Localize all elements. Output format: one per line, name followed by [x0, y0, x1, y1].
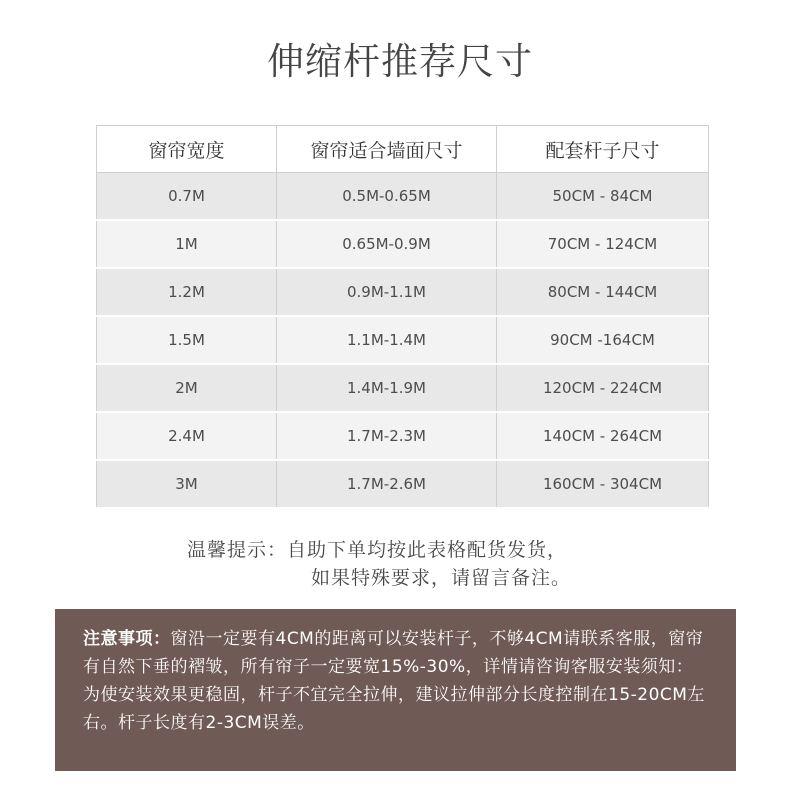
cell-wall-size: 0.9M-1.1M [277, 268, 497, 316]
cell-curtain-width: 1.2M [97, 268, 277, 316]
cell-rod-size: 70CM - 124CM [497, 220, 709, 268]
notice-box [55, 609, 736, 771]
header-wall-size: 窗帘适合墙面尺寸 [277, 126, 497, 173]
cell-rod-size: 120CM - 224CM [497, 364, 709, 412]
notice-label: 注意事项： [83, 629, 171, 649]
table-row [97, 364, 709, 412]
cell-curtain-width: 1.5M [97, 316, 277, 364]
table-row [97, 316, 709, 364]
cell-wall-size: 0.5M-0.65M [277, 173, 497, 221]
cell-rod-size: 90CM -164CM [497, 316, 709, 364]
cell-curtain-width: 1M [97, 220, 277, 268]
cell-rod-size: 140CM - 264CM [497, 412, 709, 460]
table-row [97, 173, 709, 221]
table-row [97, 268, 709, 316]
cell-rod-size: 160CM - 304CM [497, 460, 709, 508]
header-rod-size: 配套杆子尺寸 [497, 126, 709, 173]
page-title: 伸缩杆推荐尺寸 [267, 40, 533, 83]
notice-text: 窗沿一定要有4CM的距离可以安装杆子，不够4CM请联系客服，窗帘有自然下垂的褶皱，所有帘子一定要宽15%-30%，详情请咨询客服安装须知：为使安装效果更稳固，杆子不宜完全拉伸，建议拉伸部分长度控制在15-20CM左右。杆子长度有2-3CM误差。 [83, 629, 705, 733]
cell-wall-size: 1.4M-1.9M [277, 364, 497, 412]
cell-wall-size: 1.1M-1.4M [277, 316, 497, 364]
table-header-row [97, 126, 709, 173]
size-table [96, 125, 709, 509]
table-row [97, 220, 709, 268]
cell-wall-size: 1.7M-2.6M [277, 460, 497, 508]
cell-wall-size: 0.65M-0.9M [277, 220, 497, 268]
cell-rod-size: 80CM - 144CM [497, 268, 709, 316]
tip-line-1: 温馨提示：自助下单均按此表格配货发货， [187, 539, 568, 561]
table-row [97, 460, 709, 508]
cell-rod-size: 50CM - 84CM [497, 173, 709, 221]
cell-curtain-width: 2M [97, 364, 277, 412]
tip-block [187, 536, 707, 592]
table-row [97, 412, 709, 460]
header-curtain-width: 窗帘宽度 [97, 126, 277, 173]
cell-curtain-width: 0.7M [97, 173, 277, 221]
cell-curtain-width: 2.4M [97, 412, 277, 460]
tip-line-2: 如果特殊要求，请留言备注。 [311, 567, 572, 589]
cell-curtain-width: 3M [97, 460, 277, 508]
cell-wall-size: 1.7M-2.3M [277, 412, 497, 460]
